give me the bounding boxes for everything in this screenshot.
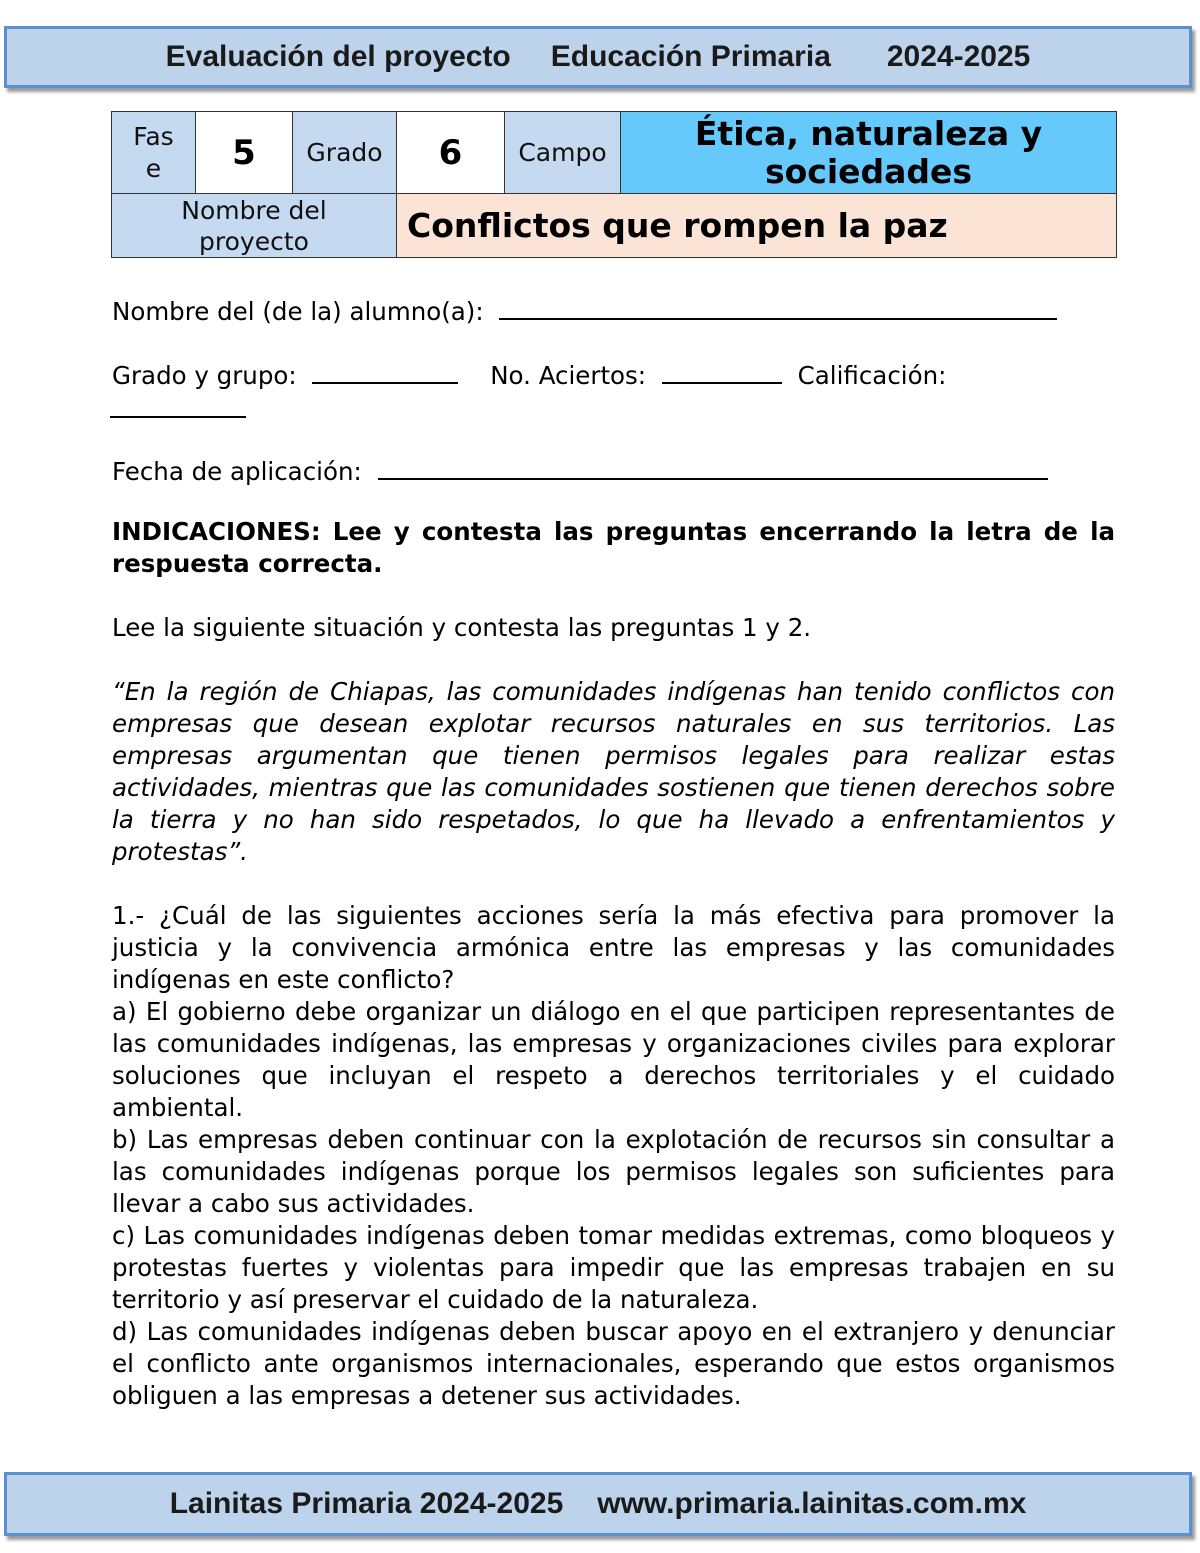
situation-intro-block — [112, 612, 1115, 644]
option-c[interactable]: c) Las comunidades indígenas deben tomar medidas extremas, como bloqueos y protestas fuertes y violentas para impedir que las empresas trabajen en su territorio y así preservar el cuidado de la naturaleza. — [112, 1221, 1115, 1314]
instructions: INDICACIONES: Lee y contesta las preguntas encerrando la letra de la respuesta correcta. — [112, 517, 1115, 578]
grado-label: Grado — [293, 112, 397, 194]
grado-grupo-label: Grado y grupo: — [112, 361, 297, 390]
calificacion-label: Calificación: — [797, 361, 947, 390]
fecha-blank[interactable] — [378, 452, 1048, 480]
header-level: Educación Primaria — [550, 40, 831, 73]
footer-brand: Lainitas Primaria 2024-2025 — [169, 1487, 564, 1520]
footer-url[interactable]: www.primaria.lainitas.com.mx — [597, 1487, 1027, 1520]
proyecto-label: Nombre del proyecto — [112, 194, 397, 258]
header-title: Evaluación del proyecto — [165, 40, 511, 73]
question-1-text: 1.- ¿Cuál de las siguientes acciones sería la más efectiva para promover la justicia y la convivencia armónica entre las empresas y las comunidades indígenas en este conflicto? — [112, 901, 1115, 994]
page-footer — [4, 1472, 1192, 1536]
fase-value: 5 — [196, 112, 293, 194]
proyecto-value: Conflictos que rompen la paz — [397, 194, 1117, 258]
alumno-field — [112, 292, 1115, 328]
alumno-blank[interactable] — [499, 292, 1057, 320]
aciertos-blank[interactable] — [662, 356, 782, 384]
fecha-label: Fecha de aplicación: — [112, 457, 362, 486]
calificacion-blank[interactable] — [110, 390, 246, 418]
alumno-label: Nombre del (de la) alumno(a): — [112, 297, 484, 326]
fecha-field — [112, 452, 1115, 488]
instructions-block — [112, 516, 1115, 580]
option-d[interactable]: d) Las comunidades indígenas deben buscar apoyo en el extranjero y denunciar el conflicto ante organismos internacionales, esperando que estos organismos obliguen a las empresas a detener sus actividades. — [112, 1317, 1115, 1410]
info-table — [111, 111, 1117, 258]
header-year: 2024-2025 — [886, 40, 1031, 73]
fase-label: Fase — [112, 112, 196, 194]
question-1 — [112, 900, 1115, 1412]
aciertos-label: No. Aciertos: — [490, 361, 647, 390]
campo-label: Campo — [505, 112, 621, 194]
calificacion-line-row — [112, 390, 1115, 426]
grado-grupo-row — [112, 356, 1115, 392]
campo-value: Ética, naturaleza y sociedades — [621, 112, 1117, 194]
grado-grupo-blank[interactable] — [312, 356, 458, 384]
option-a[interactable]: a) El gobierno debe organizar un diálogo en el que participen representantes de las comunidades indígenas, las empresas y organizaciones civiles para explorar soluciones que incluyan el respeto a derechos territoriales y el cuidado ambiental. — [112, 997, 1115, 1122]
situation-text: “En la región de Chiapas, las comunidades indígenas han tenido conflictos con empresas que desean explotar recursos naturales en sus territorios. Las empresas argumentan que tienen permisos legales para realizar estas actividades, mientras que las comunidades sostienen que tienen derechos sobre la tierra y no han sido respetados, lo que ha llevado a enfrentamientos y protestas”. — [112, 677, 1115, 866]
situation-block — [112, 676, 1115, 868]
grado-value: 6 — [397, 112, 505, 194]
page-header — [4, 26, 1192, 88]
option-b[interactable]: b) Las empresas deben continuar con la explotación de recursos sin consultar a las comunidades indígenas porque los permisos legales son suficientes para llevar a cabo sus actividades. — [112, 1125, 1115, 1218]
situation-intro: Lee la siguiente situación y contesta las preguntas 1 y 2. — [112, 613, 812, 642]
